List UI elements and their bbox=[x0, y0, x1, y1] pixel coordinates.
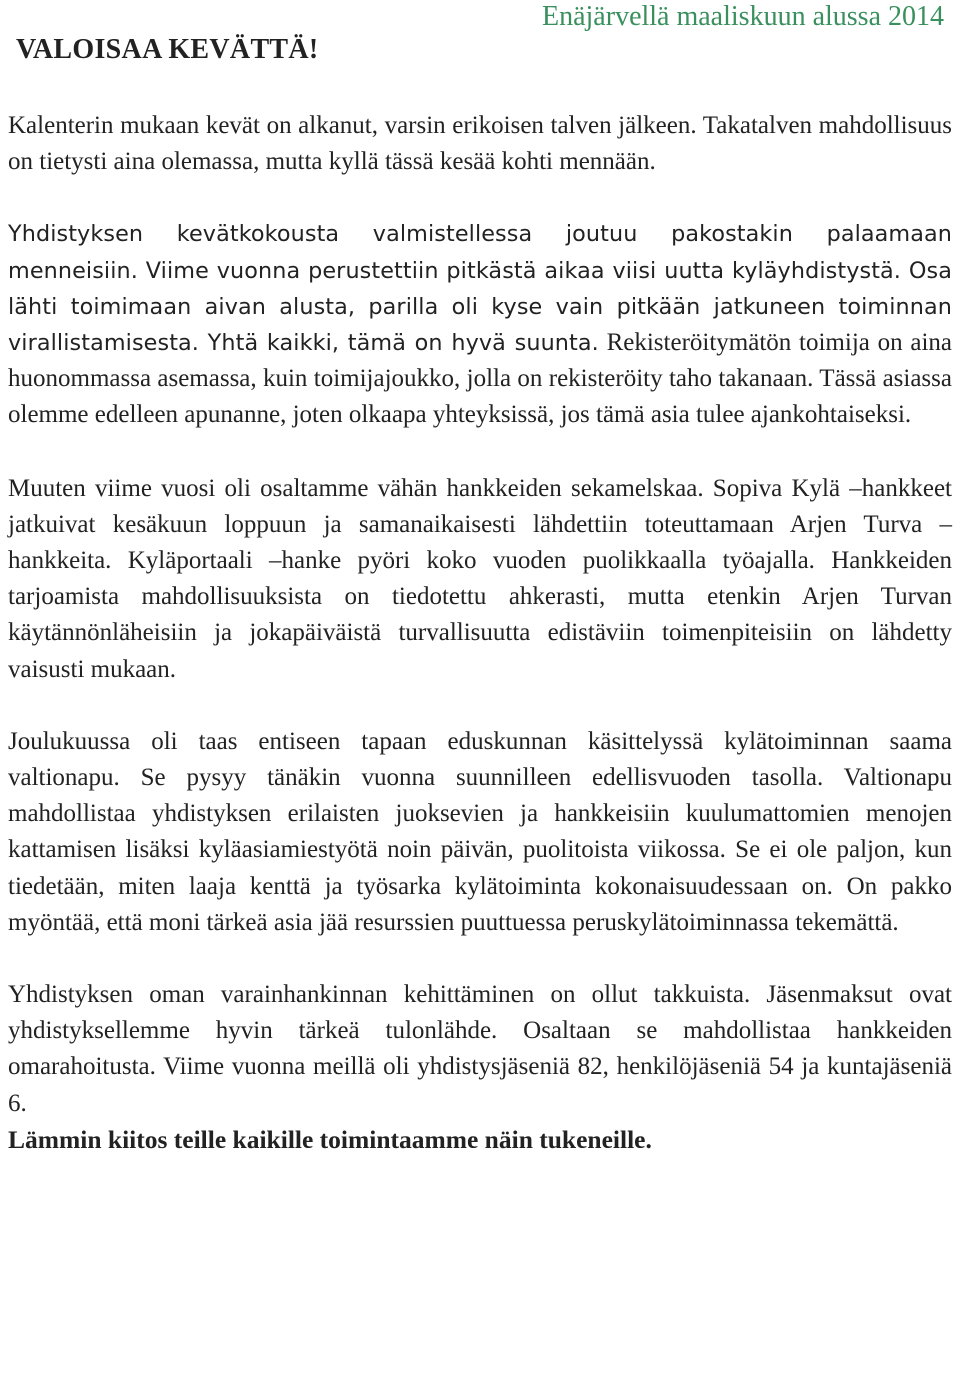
paragraph-new-associations-part-1: Yhdistyksen kevätkokousta valmistellessa joutuu pakostakin palaamaan menneisiin. Viime vuonna perustettiin pitkästä aikaa viisi uutta kyläyhdistystä. Osa lähti toimimaan aivan alusta, parilla oli kyse vain pitkään jatkuneen toiminnan virallistamisesta. Yhtä kaikki, tämä on hyvä suunta. bbox=[8, 221, 952, 357]
paragraph-membership: Yhdistyksen oman varainhankinnan kehittäminen on ollut takkuista. Jäsenmaksut ovat yhdistyksellemme hyvin tärkeä tulonlähde. Osaltaan se mahdollistaa hankkeiden omarahoitusta. Viime vuonna meillä oli yhdistysjäseniä 82, henkilöjäseniä 54 ja kuntajäseniä 6. bbox=[8, 981, 952, 1117]
paragraph-state-aid: Joulukuussa oli taas entiseen tapaan eduskunnan käsittelyssä kylätoiminnan saama valtionapu. Se pysyy tänäkin vuonna suunnilleen edellisvuoden tasolla. Valtionapu mahdollistaa yhdistyksen erilaisten juoksevien ja hankkeisiin kuulumattomien menojen kattamisen lisäksi kyläasiamiestyötä noin päivän, puolitoista viikossa. Se ei ole paljon, kun tiedetään, miten laaja kenttä ja työsarka kylätoiminta kokonaisuudessaan on. On pakko myöntää, että moni tärkeä asia jää resurssien puuttuessa peruskylätoiminnassa tekemättä. bbox=[8, 727, 952, 936]
place-date-line: Enäjärvellä maaliskuun alussa 2014 bbox=[542, 1, 944, 32]
closing-thanks: Lämmin kiitos teille kaikille toimintaamme näin tukeneille. bbox=[8, 1124, 652, 1154]
paragraph-projects: Muuten viime vuosi oli osaltamme vähän hankkeiden sekamelskaa. Sopiva Kylä –hankkeet jatkuivat kesäkuun loppuun ja samanaikaisesti lähdettiin toteuttamaan Arjen Turva –hankkeita. Kyläportaali –hanke pyöri koko vuoden puolikkaalla työajalla. Hankkeiden tarjoamista mahdollisuuksista on tiedotettu ahkerasti, mutta etenkin Arjen Turvan käytännönläheisiin ja jokapäiväistä turvallisuutta edistäviin toimenpiteisiin on lähdetty vaisusti mukaan. bbox=[8, 474, 952, 683]
paragraph-spring-intro: Kalenterin mukaan kevät on alkanut, varsin erikoisen talven jälkeen. Takatalven mahdollisuus on tietysti aina olemassa, mutta kyllä tässä kesää kohti mennään. bbox=[8, 112, 952, 176]
letter-title: VALOISAA KEVÄTTÄ! bbox=[16, 34, 319, 65]
paragraph-new-associations bbox=[8, 216, 952, 433]
paragraph-new-associations-part-2: Rekisteröitymätön toimija on aina huonommassa asemassa, kuin toimijajoukko, jolla on rekisteröity taho takanaan. Tässä asiassa olemme edelleen apunanne, joten olkaapa yhteyksissä, jos tämä asia tulee ajankohtaiseksi. bbox=[8, 329, 953, 429]
letter-header bbox=[8, 0, 952, 104]
